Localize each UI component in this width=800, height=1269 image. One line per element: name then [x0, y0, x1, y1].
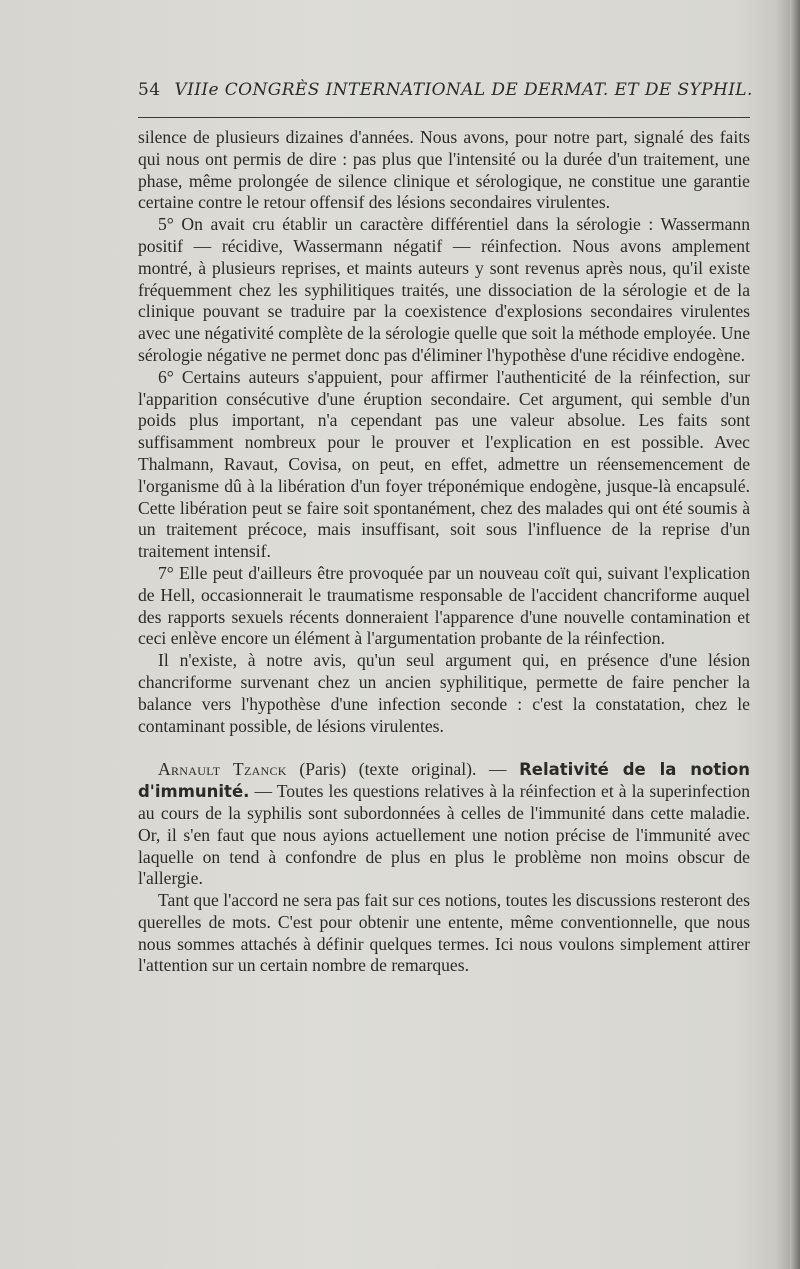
section-intro-paragraph — [138, 759, 750, 890]
page-edge-shadow — [790, 0, 800, 1269]
page-number: 54 — [138, 80, 161, 100]
header-rule — [138, 117, 750, 118]
paragraph-continuation: silence de plusieurs dizaines d'années. Nous avons, pour notre part, signalé des faits qui nous ont permis de dire : pas plus que l'intensité ou la durée d'un traitement, une phase, même prolongée de silence clinique et sérologique, ne constitue une garantie certaine contre le retour offensif des lésions secondaires virulentes. — [138, 127, 750, 213]
section-second-paragraph: Tant que l'accord ne sera pas fait sur ces notions, toutes les discussions resteront des querelles de mots. C'est pour obtenir une entente, même conventionnelle, que nous nous sommes attachés à définir quelques termes. Ici nous voulons simplement attirer l'attention sur un certain nombre de remarques. — [138, 890, 750, 976]
section-author: Arnault Tzanck — [158, 759, 287, 780]
paragraph-conclusion: Il n'existe, à notre avis, qu'un seul argument qui, en présence d'une lésion chancriforme survenant chez un ancien syphilitique, permette de faire pencher la balance vers l'hypothèse d'une infection seconde : c'est la constatation, chez le contaminant possible, de lésions virulentes. — [138, 650, 750, 736]
paragraph-point-5: 5° On avait cru établir un caractère différentiel dans la sérologie : Wassermann positif — récidive, Wassermann négatif — réinfection. Nous avons amplement montré, à plusieurs reprises, et maints auteurs y sont revenus après nous, qu'il existe fréquemment chez les syphilitiques traités, une dissociation de la sérologie et de la clinique pouvant se traduire par la coexistence d'explosions secondaires virulentes avec une négativité complète de la sérologie quelle que soit la méthode employée. Une sérologie négative ne permet donc pas d'éliminer l'hypothèse d'une récidive endogène. — [138, 214, 750, 365]
section-title: Relativité de la notion d'immunité. — [138, 760, 750, 802]
paragraph-point-6: 6° Certains auteurs s'appuient, pour affirmer l'authenticité de la réinfection, sur l'apparition consécutive d'une éruption secondaire. Cet argument, qui semble d'un poids plus important, n'a cependant pas une valeur absolue. Les faits sont suffisamment nombreux pour le prouver et l'explication en est possible. Avec Thalmann, Ravaut, Covisa, on peut, en effet, admettre un réensemencement de l'organisme dû à la libération d'un foyer tréponémique endogène, jusque-là encapsulé. Cette libération peut se faire soit spontanément, chez des malades qui ont été soumis à un traitement précoce, mais insuffisant, soit sous l'influence de la reprise d'un traitement intensif. — [138, 366, 750, 562]
running-header — [138, 80, 753, 100]
section-gap — [138, 737, 750, 759]
section-city-note: (Paris) (texte original). — — [299, 759, 507, 780]
section-first-text: — Toutes les questions relatives à la réinfection et à la superinfection au cours de la syphilis sont subordonnées à celles de l'immunité dans cette maladie. Or, il s'en faut que nous ayions actuellement une notion précise de l'immunité avec laquelle on tend à confondre de plus en plus le problème non moins obscur de l'allergie. — [138, 781, 750, 889]
body-text — [138, 127, 750, 977]
running-title: VIIIe CONGRÈS INTERNATIONAL DE DERMAT. ET DE SYPHIL. — [174, 80, 753, 100]
paragraph-point-7: 7° Elle peut d'ailleurs être provoquée par un nouveau coït qui, suivant l'explication de Hell, occasionnerait le traumatisme responsable de l'accident chancriforme auquel des rapports sexuels récents donneraient l'apparence d'une nouvelle contamination et ceci enlève encore un élément à l'argumentation probante de la réinfection. — [138, 562, 750, 649]
